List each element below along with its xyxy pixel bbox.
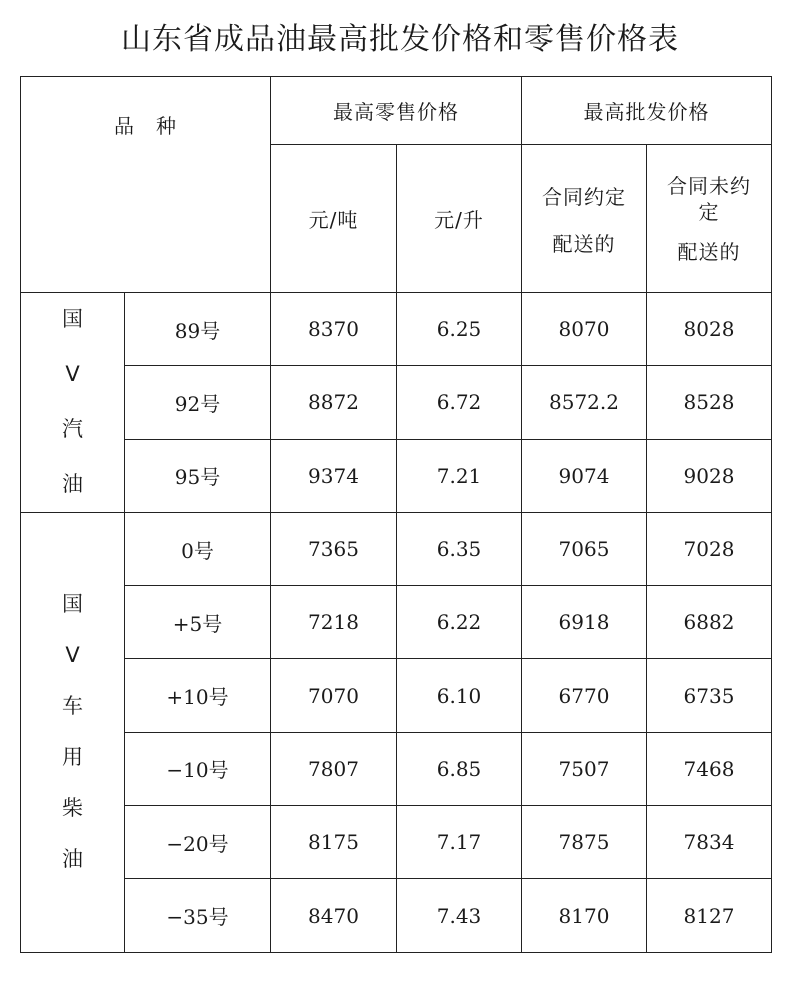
- table-row: [21, 293, 772, 366]
- category-label-char: 国: [62, 592, 83, 617]
- retail-yuan-per-ton-cell: 8370: [271, 293, 397, 366]
- retail-yuan-per-liter-cell: 6.25: [397, 293, 522, 366]
- grade-cell: 89号: [125, 293, 271, 366]
- table-row: [21, 439, 772, 512]
- wholesale-noncontract-cell: 7468: [647, 732, 772, 805]
- wholesale-contract-cell: 6770: [522, 659, 647, 732]
- noncontract-header-line1: 合同未约: [667, 173, 751, 198]
- variety-header-cell: [21, 77, 271, 293]
- unit-yuan-per-liter: 元/升: [397, 145, 522, 293]
- retail-yuan-per-liter-cell: 6.85: [397, 732, 522, 805]
- grade-cell: 0号: [125, 512, 271, 585]
- wholesale-price-header: 最高批发价格: [522, 77, 772, 145]
- wholesale-noncontract-cell: 9028: [647, 439, 772, 512]
- wholesale-contract-cell: 6918: [522, 586, 647, 659]
- category-label-char: 油: [62, 847, 83, 872]
- wholesale-contract-cell: 8170: [522, 879, 647, 952]
- wholesale-noncontract-cell: 8028: [647, 293, 772, 366]
- variety-header: 品 种: [114, 114, 177, 138]
- wholesale-contract-cell: 7065: [522, 512, 647, 585]
- grade-cell: −20号: [125, 806, 271, 879]
- retail-yuan-per-ton-cell: 9374: [271, 439, 397, 512]
- contract-header-line1: 合同约定: [542, 184, 626, 209]
- category-label-char: 车: [62, 694, 83, 719]
- retail-yuan-per-liter-cell: 7.21: [397, 439, 522, 512]
- category-label-cell: [21, 293, 125, 513]
- grade-cell: −10号: [125, 732, 271, 805]
- category-label-char: V: [65, 362, 80, 387]
- wholesale-contract-cell: 9074: [522, 439, 647, 512]
- noncontract-header-line3: 配送的: [677, 239, 741, 264]
- category-label-char: 汽: [62, 417, 83, 442]
- grade-cell: 95号: [125, 439, 271, 512]
- wholesale-contract-cell: 7875: [522, 806, 647, 879]
- category-label-cell: [21, 512, 125, 952]
- wholesale-contract-cell: 8070: [522, 293, 647, 366]
- table-row: [21, 732, 772, 805]
- category-label-char: 用: [62, 745, 83, 770]
- retail-yuan-per-ton-cell: 8175: [271, 806, 397, 879]
- table-row: [21, 659, 772, 732]
- retail-yuan-per-liter-cell: 6.35: [397, 512, 522, 585]
- contract-header-line2: 配送的: [552, 231, 616, 256]
- category-label-char: V: [65, 643, 80, 668]
- retail-yuan-per-ton-cell: 7365: [271, 512, 397, 585]
- wholesale-contract-cell: 7507: [522, 732, 647, 805]
- category-label-char: 柴: [62, 796, 83, 821]
- price-table: [20, 76, 772, 953]
- retail-yuan-per-ton-cell: 7807: [271, 732, 397, 805]
- table-row: [21, 879, 772, 952]
- wholesale-contract-cell: 8572.2: [522, 366, 647, 439]
- retail-yuan-per-ton-cell: 8470: [271, 879, 397, 952]
- grade-cell: 92号: [125, 366, 271, 439]
- wholesale-noncontract-cell: 6882: [647, 586, 772, 659]
- retail-yuan-per-liter-cell: 6.72: [397, 366, 522, 439]
- table-row: [21, 806, 772, 879]
- wholesale-noncontract-cell: 8127: [647, 879, 772, 952]
- wholesale-noncontract-cell: 7834: [647, 806, 772, 879]
- retail-yuan-per-ton-cell: 7218: [271, 586, 397, 659]
- retail-yuan-per-liter-cell: 6.22: [397, 586, 522, 659]
- category-label-char: 国: [62, 307, 83, 332]
- retail-yuan-per-liter-cell: 7.17: [397, 806, 522, 879]
- grade-cell: +10号: [125, 659, 271, 732]
- wholesale-noncontract-cell: 6735: [647, 659, 772, 732]
- category-label-char: 油: [62, 472, 83, 497]
- retail-yuan-per-liter-cell: 7.43: [397, 879, 522, 952]
- unit-yuan-per-ton: 元/吨: [271, 145, 397, 293]
- table-row: [21, 586, 772, 659]
- retail-yuan-per-liter-cell: 6.10: [397, 659, 522, 732]
- wholesale-noncontract-cell: 8528: [647, 366, 772, 439]
- contract-delivery-header: [522, 145, 647, 293]
- noncontract-delivery-header: [647, 145, 772, 293]
- table-row: [21, 366, 772, 439]
- retail-yuan-per-ton-cell: 8872: [271, 366, 397, 439]
- table-row: [21, 512, 772, 585]
- retail-price-header: 最高零售价格: [271, 77, 522, 145]
- wholesale-noncontract-cell: 7028: [647, 512, 772, 585]
- retail-yuan-per-ton-cell: 7070: [271, 659, 397, 732]
- noncontract-header-line2: 定: [698, 199, 720, 224]
- page-title: 山东省成品油最高批发价格和零售价格表: [121, 22, 679, 57]
- grade-cell: −35号: [125, 879, 271, 952]
- grade-cell: +5号: [125, 586, 271, 659]
